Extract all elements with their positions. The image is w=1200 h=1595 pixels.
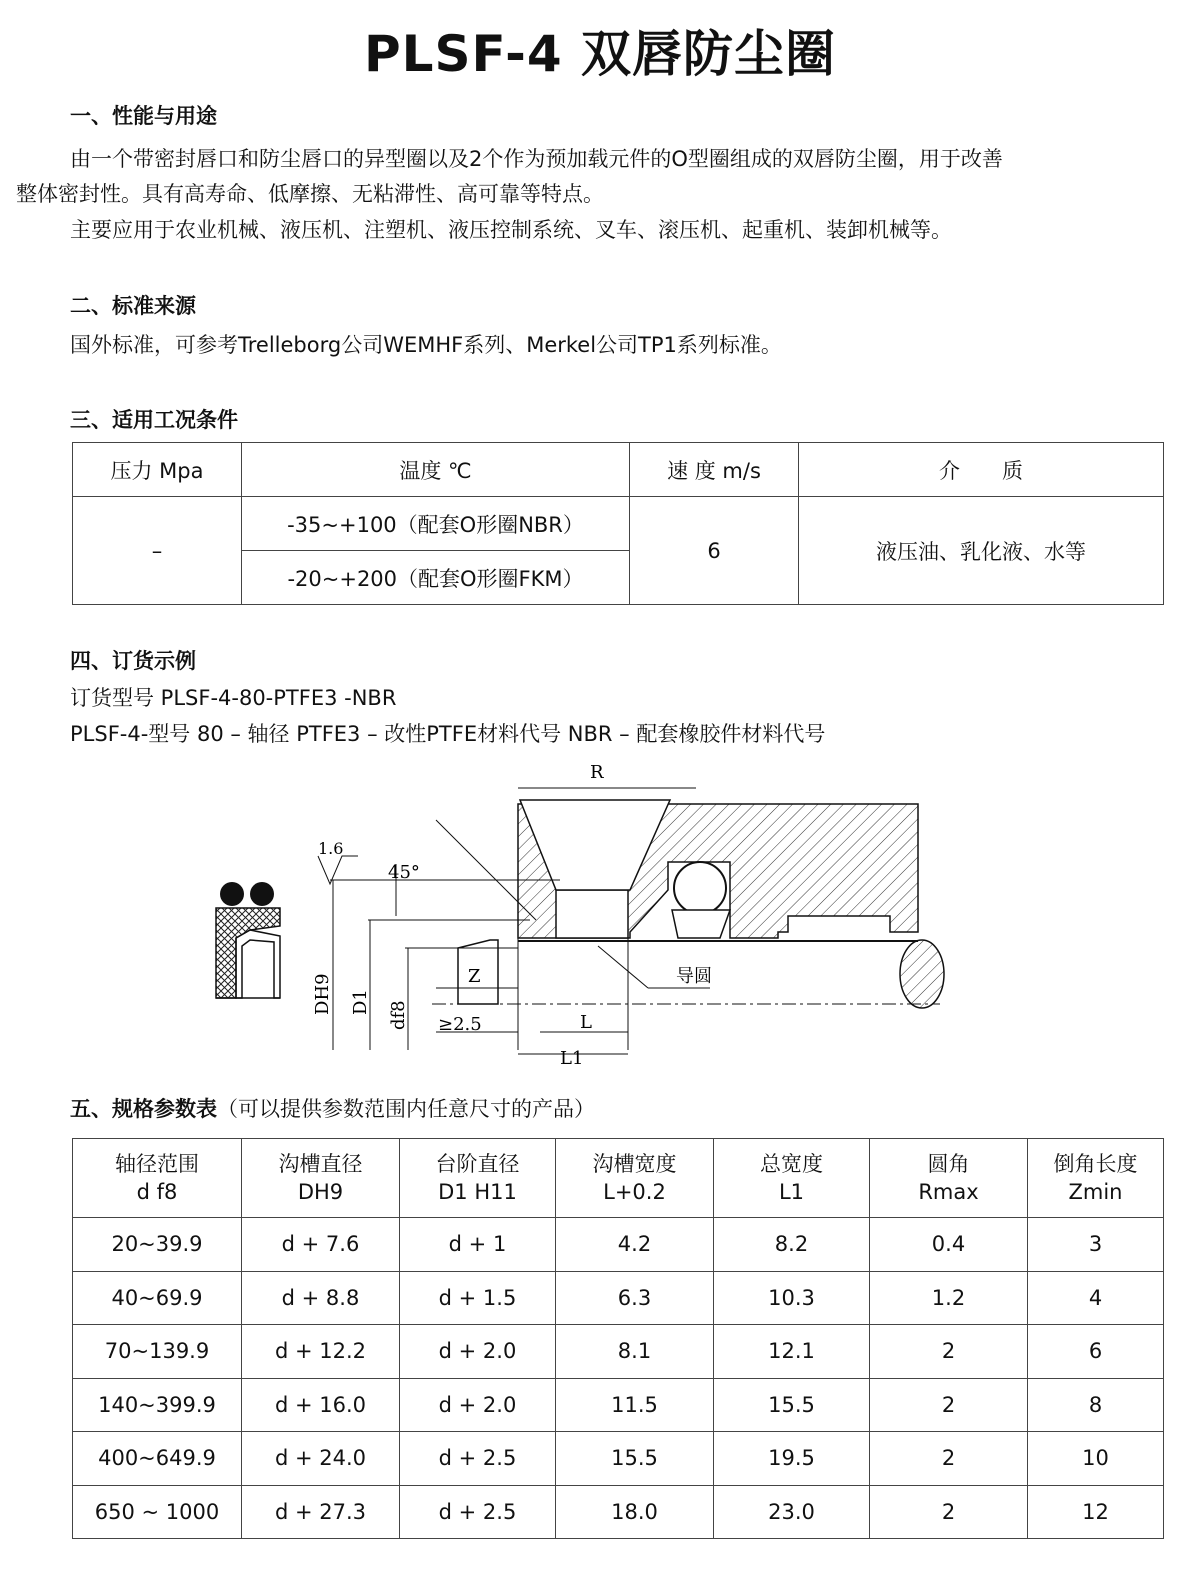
spec-col-header-name: 沟槽宽度 <box>592 1152 677 1176</box>
table-cell: d + 24.0 <box>242 1432 400 1486</box>
table-cell: 15.5 <box>556 1432 714 1486</box>
spec-col-header-symbol: d f8 <box>136 1180 178 1204</box>
table-cell: 2 <box>870 1325 1028 1379</box>
label-df8: df8 <box>388 1000 409 1030</box>
specs-heading-note: （可以提供参数范围内任意尺寸的产品） <box>217 1097 595 1121</box>
table-cell: 20~39.9 <box>73 1218 242 1272</box>
order-example: 订货型号 PLSF-4-80-PTFE3 -NBR <box>70 686 397 710</box>
spec-col-header <box>714 1139 870 1218</box>
section-heading-performance: 一、性能与用途 <box>70 104 217 128</box>
table-cell: d + 2.0 <box>400 1325 556 1379</box>
temperature-nbr: -35~+100（配套O形圈NBR） <box>242 497 630 551</box>
table-cell: 2 <box>870 1485 1028 1539</box>
spec-col-header <box>870 1139 1028 1218</box>
pressure-value: – <box>73 497 242 605</box>
seal-profile-icon <box>216 882 280 998</box>
spec-col-header-name: 台阶直径 <box>435 1152 520 1176</box>
table-row <box>73 1271 1164 1325</box>
table-cell: 2 <box>870 1432 1028 1486</box>
table-cell: 8.2 <box>714 1218 870 1272</box>
medium-value: 液压油、乳化液、水等 <box>799 497 1164 605</box>
table-cell: d + 2.5 <box>400 1485 556 1539</box>
label-l: L <box>580 1012 592 1033</box>
table-cell: d + 2.5 <box>400 1432 556 1486</box>
label-min-length: ≥2.5 <box>438 1014 482 1035</box>
specs-table <box>72 1138 1164 1539</box>
spec-col-header-name: 沟槽直径 <box>278 1152 363 1176</box>
section-heading-specs <box>70 1093 595 1123</box>
table-cell: 6.3 <box>556 1271 714 1325</box>
table-cell: 8 <box>1028 1378 1164 1432</box>
application-text: 主要应用于农业机械、液压机、注塑机、液压控制系统、叉车、滚压机、起重机、装卸机械等。 <box>70 218 952 242</box>
label-l1: L1 <box>560 1048 584 1069</box>
page-title: PLSF-4 双唇防尘圈 <box>363 25 837 83</box>
spec-col-header-symbol: D1 H11 <box>438 1180 517 1204</box>
section-heading-conditions: 三、适用工况条件 <box>70 408 238 432</box>
spec-col-header-name: 轴径范围 <box>115 1152 199 1176</box>
spec-col-header <box>1028 1139 1164 1218</box>
table-cell: 8.1 <box>556 1325 714 1379</box>
col-header-speed: 速 度 m/s <box>630 443 799 497</box>
table-cell: 400~649.9 <box>73 1432 242 1486</box>
performance-text-1: 由一个带密封唇口和防尘唇口的异型圈以及2个作为预加载元件的O型圈组成的双唇防尘圈，用于改善 <box>70 147 1003 171</box>
table-cell: 10.3 <box>714 1271 870 1325</box>
standard-text: 国外标准，可参考Trelleborg公司WEMHF系列、Merkel公司TP1系列标准。 <box>70 333 782 357</box>
table-cell: 4 <box>1028 1271 1164 1325</box>
table-cell: d + 12.2 <box>242 1325 400 1379</box>
spec-col-header-symbol: L1 <box>778 1180 805 1204</box>
spec-col-header <box>400 1139 556 1218</box>
table-cell: d + 8.8 <box>242 1271 400 1325</box>
table-cell: d + 7.6 <box>242 1218 400 1272</box>
section-heading-order: 四、订货示例 <box>70 649 196 673</box>
table-cell: 18.0 <box>556 1485 714 1539</box>
label-r: R <box>590 762 604 783</box>
spec-col-header-symbol: Zmin <box>1068 1180 1123 1204</box>
speed-value: 6 <box>630 497 799 605</box>
table-row <box>73 1218 1164 1272</box>
table-row <box>73 1378 1164 1432</box>
spec-col-header-symbol: DH9 <box>297 1180 344 1204</box>
spec-col-header <box>242 1139 400 1218</box>
table-cell: 15.5 <box>714 1378 870 1432</box>
label-dh9: DH9 <box>312 973 333 1015</box>
table-row <box>73 1432 1164 1486</box>
table-cell: 23.0 <box>714 1485 870 1539</box>
col-header-pressure: 压力 Mpa <box>73 443 242 497</box>
table-row <box>73 1485 1164 1539</box>
spec-col-header-symbol: L+0.2 <box>603 1180 666 1204</box>
table-cell: 650 ~ 1000 <box>73 1485 242 1539</box>
section-heading-standard: 二、标准来源 <box>70 294 196 318</box>
spec-col-header-name: 倒角长度 <box>1053 1152 1138 1176</box>
table-cell: d + 1.5 <box>400 1271 556 1325</box>
table-cell: 40~69.9 <box>73 1271 242 1325</box>
table-cell: d + 16.0 <box>242 1378 400 1432</box>
table-cell: d + 1 <box>400 1218 556 1272</box>
performance-text-2: 整体密封性。具有高寿命、低摩擦、无粘滞性、高可靠等特点。 <box>16 182 604 206</box>
table-cell: 6 <box>1028 1325 1164 1379</box>
spec-col-header <box>73 1139 242 1218</box>
table-cell: 19.5 <box>714 1432 870 1486</box>
table-row <box>73 1325 1164 1379</box>
spec-col-header-symbol: Rmax <box>918 1180 979 1204</box>
temperature-fkm: -20~+200（配套O形圈FKM） <box>242 551 630 605</box>
table-cell: d + 2.0 <box>400 1378 556 1432</box>
label-chamfer: 导圆 <box>676 966 712 987</box>
table-cell: d + 27.3 <box>242 1485 400 1539</box>
spec-col-header-name: 圆角 <box>927 1152 970 1176</box>
label-z: Z <box>468 966 481 987</box>
specs-heading-text: 五、规格参数表 <box>70 1097 217 1121</box>
table-cell: 1.2 <box>870 1271 1028 1325</box>
table-cell: 4.2 <box>556 1218 714 1272</box>
seal-groove-diagram <box>200 760 960 1080</box>
table-cell: 12 <box>1028 1485 1164 1539</box>
table-cell: 12.1 <box>714 1325 870 1379</box>
table-cell: 10 <box>1028 1432 1164 1486</box>
col-header-medium: 介 质 <box>799 443 1164 497</box>
spec-col-header <box>556 1139 714 1218</box>
spec-col-header-name: 总宽度 <box>760 1152 823 1176</box>
conditions-table <box>72 442 1164 605</box>
table-cell: 140~399.9 <box>73 1378 242 1432</box>
label-angle: 45° <box>388 862 420 883</box>
housing-section <box>432 800 944 1050</box>
label-roughness: 1.6 <box>318 839 344 858</box>
table-cell: 11.5 <box>556 1378 714 1432</box>
table-cell: 0.4 <box>870 1218 1028 1272</box>
order-legend: PLSF-4-型号 80 – 轴径 PTFE3 – 改性PTFE材料代号 NBR – 配套橡胶件材料代号 <box>70 722 826 746</box>
table-cell: 3 <box>1028 1218 1164 1272</box>
col-header-temperature: 温度 ℃ <box>242 443 630 497</box>
table-cell: 2 <box>870 1378 1028 1432</box>
table-cell: 70~139.9 <box>73 1325 242 1379</box>
label-d1: D1 <box>350 989 371 1015</box>
